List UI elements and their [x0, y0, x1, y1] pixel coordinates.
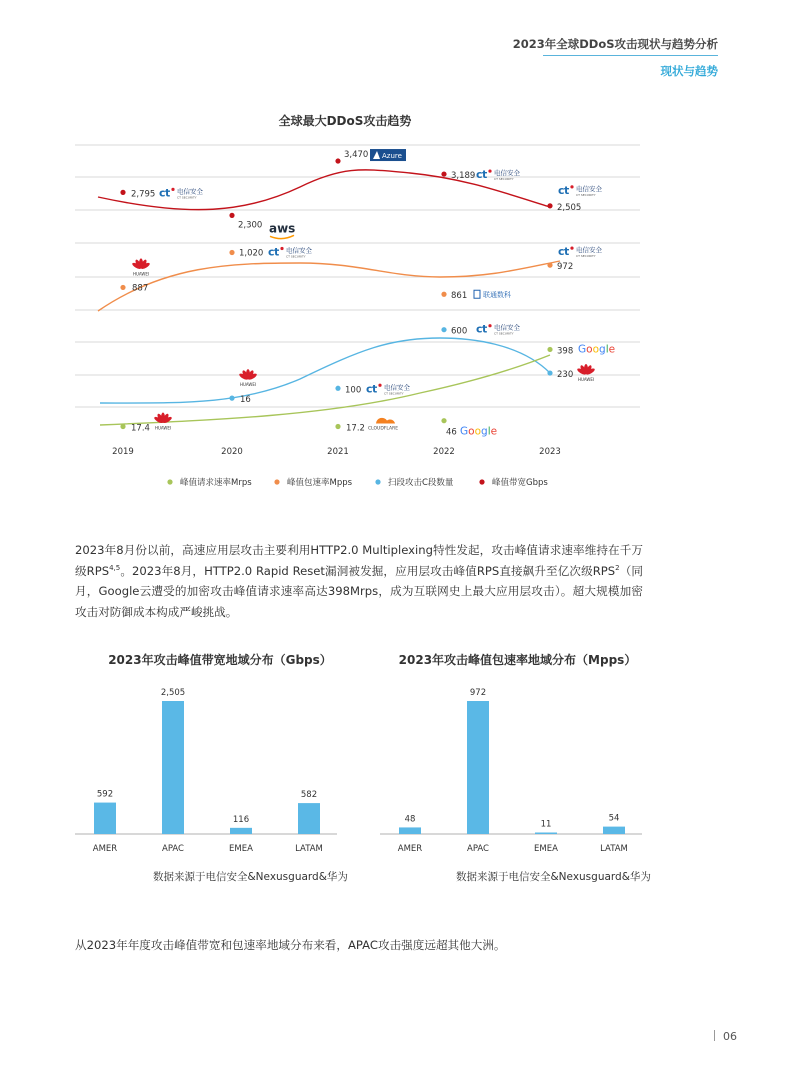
pps-source-note: 数据来源于电信安全&Nexusguard&华为 — [456, 871, 651, 883]
ct-name: 电信安全 — [576, 246, 602, 255]
page-number — [714, 1030, 737, 1043]
logo-ct-icon — [476, 168, 521, 181]
data-label: 16 — [240, 395, 251, 406]
legend-label: 峰值请求速率Mrps — [180, 478, 252, 488]
data-point — [441, 418, 446, 423]
data-point — [547, 347, 552, 352]
page-number-text: 06 — [723, 1030, 737, 1043]
ct-name: 电信安全 — [286, 246, 312, 255]
ct-mark-dot — [280, 247, 283, 250]
bar-value-label: 11 — [540, 819, 552, 830]
ct-name: 电信安全 — [384, 383, 410, 392]
bar-value-label: 582 — [300, 790, 318, 801]
data-label: 230 — [557, 370, 574, 381]
data-label: 1,020 — [239, 248, 264, 259]
google-wordmark: Google — [460, 425, 498, 438]
data-label: 17.2 — [346, 423, 365, 434]
footnote-ref-2[interactable]: 2 — [615, 563, 620, 572]
legend-marker — [479, 479, 484, 484]
logo-huawei-icon — [131, 258, 150, 276]
ct-name: 电信安全 — [177, 187, 203, 196]
cloudflare-wordmark: CLOUDFLARE — [368, 426, 399, 432]
ct-name-en: CT SECURITY — [286, 254, 306, 259]
legend-marker — [375, 479, 380, 484]
data-label: 2,795 — [131, 189, 156, 200]
data-point — [229, 396, 234, 401]
bandwidth-region-chart — [65, 675, 365, 855]
data-point — [229, 213, 234, 218]
page-number-divider — [714, 1030, 715, 1041]
data-point — [335, 424, 340, 429]
aws-smile — [270, 235, 294, 238]
ct-mark-dot — [570, 185, 573, 188]
google-wordmark: Google — [578, 343, 616, 356]
azure-wordmark: Azure — [382, 152, 402, 161]
aws-wordmark: aws — [269, 221, 296, 236]
category-label: AMER — [397, 844, 423, 854]
ct-mark: t — [274, 245, 280, 259]
legend-marker — [167, 479, 172, 484]
ct-mark: c — [558, 183, 565, 197]
data-point — [547, 370, 552, 375]
paragraph-2: 从2023年年度攻击峰值带宽和包速率地域分布来看，APAC攻击强度远超其他大洲。 — [75, 938, 506, 952]
logo-huawei-icon — [238, 369, 257, 387]
logo-google-icon — [578, 343, 615, 355]
data-point — [547, 263, 552, 268]
paragraph-1-part-a: 2023年8月份以前，高速应用层攻击主要利用HTTP2.0 Multiplexing特性发起，攻击峰值请求速率维持在千万级RPS — [75, 543, 643, 578]
data-point — [441, 327, 446, 332]
huawei-wordmark: HUAWEI — [239, 382, 257, 388]
data-label: 2,505 — [557, 202, 582, 213]
logo-unicom-icon — [474, 290, 511, 299]
data-point — [229, 250, 234, 255]
legend-marker — [274, 479, 279, 484]
pps-region-chart — [370, 675, 670, 855]
bar-value-label: 116 — [232, 814, 250, 825]
logo-aws-icon — [269, 221, 295, 238]
data-label: 2,300 — [238, 220, 263, 231]
data-label: 100 — [345, 385, 362, 396]
x-tick-label: 2021 — [327, 447, 349, 457]
ct-mark-dot — [171, 188, 174, 191]
logo-cloudflare-icon — [368, 418, 398, 432]
pps-region-chart-title: 2023年攻击峰值包速率地域分布（Mpps） — [398, 653, 637, 667]
ct-mark-dot — [488, 324, 491, 327]
logo-ct-icon — [159, 186, 204, 199]
data-label: 972 — [557, 262, 574, 273]
legend-label: 峰值包速率Mpps — [287, 478, 353, 488]
bar — [467, 701, 489, 834]
data-label: 17.4 — [131, 423, 150, 434]
bar — [535, 832, 557, 834]
unicom-mark — [474, 290, 480, 298]
ct-mark-dot — [488, 169, 491, 172]
data-label: 861 — [451, 291, 468, 302]
footnote-ref-4-5[interactable]: 4,5 — [109, 563, 121, 572]
unicom-wordmark: 联通数科 — [483, 291, 511, 300]
bar — [94, 803, 116, 834]
x-tick-label: 2022 — [433, 447, 455, 457]
bar — [603, 827, 625, 834]
paragraph-1 — [75, 540, 643, 622]
bar — [230, 828, 252, 834]
ct-name-en: CT SECURITY — [384, 391, 404, 396]
category-label: LATAM — [295, 844, 323, 854]
legend-label: 峰值带宽Gbps — [492, 478, 548, 488]
series-line-peak-pps — [98, 261, 560, 311]
ct-name-en: CT SECURITY — [576, 254, 596, 259]
data-label: 887 — [132, 283, 149, 294]
x-tick-label: 2020 — [221, 447, 243, 457]
section-title: 现状与趋势 — [660, 64, 718, 78]
bar-value-label: 972 — [469, 688, 487, 698]
logo-ct-icon — [476, 323, 521, 336]
logo-huawei-icon — [576, 364, 595, 382]
ct-mark: c — [558, 245, 565, 259]
ct-name: 电信安全 — [494, 323, 520, 332]
data-label: 398 — [557, 346, 574, 357]
logo-google-icon — [460, 426, 497, 438]
ct-mark-dot — [570, 247, 573, 250]
data-point — [335, 386, 340, 391]
data-point — [441, 171, 446, 176]
ct-mark: t — [482, 322, 488, 336]
data-point — [120, 424, 125, 429]
paragraph-1-part-b: 。2023年8月，HTTP2.0 Rapid Reset漏洞被发掘，应用层攻击峰值RPS直接飙升至亿次级RPS — [120, 563, 616, 578]
data-point — [120, 285, 125, 290]
category-label: AMER — [92, 844, 118, 854]
category-label: EMEA — [534, 844, 558, 854]
ct-mark: c — [476, 322, 483, 336]
header-rule — [543, 55, 718, 56]
data-point — [120, 190, 125, 195]
data-label: 600 — [451, 326, 468, 337]
bar-value-label: 54 — [608, 813, 620, 824]
ct-name: 电信安全 — [576, 184, 602, 193]
category-label: APAC — [162, 844, 184, 854]
category-label: APAC — [467, 844, 489, 854]
huawei-wordmark: HUAWEI — [132, 271, 150, 277]
bandwidth-source-note: 数据来源于电信安全&Nexusguard&华为 — [153, 871, 348, 883]
ct-mark: t — [165, 186, 171, 200]
logo-ct-icon — [558, 245, 603, 258]
ct-name-en: CT SECURITY — [494, 331, 514, 336]
ct-mark: t — [564, 183, 570, 197]
bar-value-label: 592 — [96, 789, 114, 800]
category-label: EMEA — [229, 844, 253, 854]
series-line-scan-segments — [100, 338, 550, 406]
ct-mark: t — [482, 168, 488, 182]
ct-mark: t — [564, 245, 570, 259]
data-point — [441, 292, 446, 297]
x-tick-label: 2023 — [539, 447, 561, 457]
data-label: 46 — [446, 427, 457, 438]
ct-mark: c — [268, 245, 275, 259]
ct-name-en: CT SECURITY — [576, 192, 596, 197]
bar — [399, 827, 421, 834]
data-point — [547, 203, 552, 208]
bar-value-label: 48 — [404, 814, 416, 825]
legend-label: 扫段攻击C段数量 — [388, 478, 454, 488]
ct-mark: c — [159, 186, 166, 200]
trend-chart — [0, 135, 793, 525]
report-title: 2023年全球DDoS攻击现状与趋势分析 — [512, 37, 718, 51]
data-point — [335, 158, 340, 163]
logo-azure-icon — [370, 149, 406, 161]
logo-ct-icon — [366, 382, 411, 395]
ct-mark: c — [366, 382, 373, 396]
logo-ct-icon — [268, 246, 313, 259]
bar-value-label: 2,505 — [160, 688, 186, 698]
huawei-wordmark: HUAWEI — [577, 377, 595, 383]
ct-mark: c — [476, 168, 483, 182]
bandwidth-region-chart-title: 2023年攻击峰值带宽地域分布（Gbps） — [108, 653, 332, 667]
ct-name: 电信安全 — [494, 169, 520, 178]
trend-chart-title: 全球最大DDoS攻击趋势 — [278, 114, 412, 128]
paragraph-1-part-c: （同月，Google云遭受的加密攻击峰值请求速率高达398Mrps，成为互联网史上最大应用层攻击）。超大规模加密攻击对防御成本构成严峻挑战。 — [75, 563, 643, 619]
x-tick-label: 2019 — [112, 447, 134, 457]
data-label: 3,470 — [344, 150, 369, 161]
bar — [162, 701, 184, 834]
huawei-wordmark: HUAWEI — [154, 425, 172, 431]
ct-mark-dot — [378, 384, 381, 387]
cloudflare-cloud — [376, 418, 395, 424]
ct-mark: t — [372, 382, 378, 396]
data-label: 3,189 — [451, 171, 476, 182]
ct-name-en: CT SECURITY — [177, 195, 197, 200]
logo-ct-icon — [558, 184, 603, 197]
bar — [298, 803, 320, 834]
category-label: LATAM — [600, 844, 628, 854]
ct-name-en: CT SECURITY — [494, 177, 514, 182]
